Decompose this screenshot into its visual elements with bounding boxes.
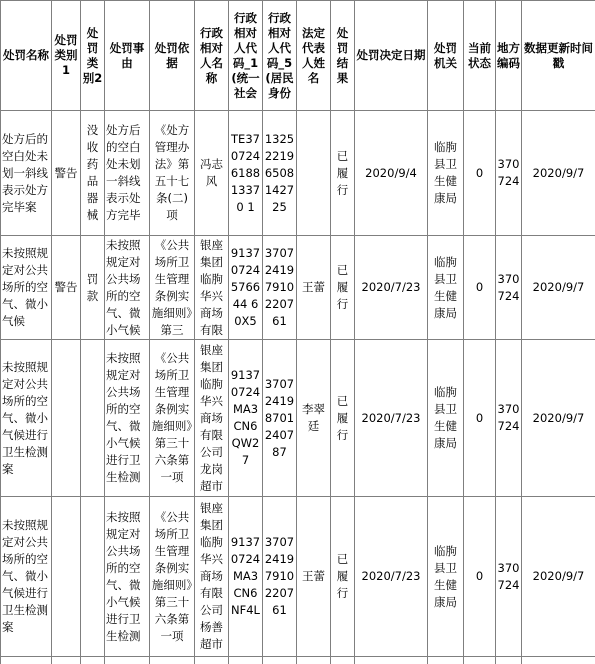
table-cell[interactable]: 未按照规定对公共场所的空气、微小气候进行卫生检测 bbox=[105, 497, 150, 657]
table-cell[interactable] bbox=[52, 497, 81, 657]
table-cell[interactable] bbox=[52, 657, 81, 664]
header-cell[interactable]: 地方编码 bbox=[496, 1, 522, 111]
table-cell[interactable]: 处方后的空白处未划一斜线表示处方完毕案 bbox=[1, 111, 52, 236]
table-row bbox=[1, 236, 595, 340]
table-cell[interactable]: 已履行 bbox=[331, 236, 355, 340]
table-cell[interactable]: 2020/9/4 bbox=[355, 111, 428, 236]
table-cell[interactable]: 91370724MA3CN6NF4L bbox=[229, 497, 263, 657]
table-cell[interactable]: 91370724576644 60X5 bbox=[229, 236, 263, 340]
table-cell[interactable]: 冯志风 bbox=[195, 111, 229, 236]
header-cell[interactable]: 行政相对人代码_5(居民身份 bbox=[263, 1, 297, 111]
table-cell[interactable]: 未按照规定对公共场所的空气、微小气候进行卫生检测 bbox=[105, 340, 150, 497]
table-cell[interactable] bbox=[464, 657, 496, 664]
table-cell[interactable]: 370724 bbox=[496, 340, 522, 497]
table-cell[interactable]: 0 bbox=[464, 236, 496, 340]
table-cell[interactable] bbox=[150, 657, 195, 664]
table-cell[interactable]: 警告 bbox=[52, 236, 81, 340]
table-cell[interactable] bbox=[195, 657, 229, 664]
header-cell[interactable]: 处罚结果 bbox=[331, 1, 355, 111]
table-cell[interactable]: TE370724618813370 1 bbox=[229, 111, 263, 236]
table-cell[interactable]: 银座集团临朐华兴商场有限公司龙岗超市 bbox=[195, 340, 229, 497]
table-cell[interactable] bbox=[355, 657, 428, 664]
table-row bbox=[1, 340, 595, 497]
header-cell[interactable]: 处罚决定日期 bbox=[355, 1, 428, 111]
table-cell[interactable]: 已履行 bbox=[331, 497, 355, 657]
table-cell[interactable]: 临朐县卫生健康局 bbox=[428, 111, 464, 236]
header-row bbox=[1, 1, 595, 111]
header-cell[interactable]: 当前状态 bbox=[464, 1, 496, 111]
table-cell[interactable]: 《处方管理办法》第五十七条(二)项 bbox=[150, 111, 195, 236]
table-cell[interactable] bbox=[297, 657, 331, 664]
header-cell[interactable]: 法定代表人姓名 bbox=[297, 1, 331, 111]
table-cell[interactable] bbox=[229, 657, 263, 664]
table-cell[interactable]: 未按照规定对公共场所的空气、微小气候 bbox=[105, 236, 150, 340]
table-cell[interactable] bbox=[81, 657, 105, 664]
table-cell[interactable] bbox=[297, 111, 331, 236]
table-cell[interactable]: 临朐县卫生健康局 bbox=[428, 497, 464, 657]
table-cell[interactable]: 《公共场所卫生管理条例实施细则》第三 bbox=[150, 236, 195, 340]
table-cell[interactable] bbox=[263, 657, 297, 664]
table-cell[interactable]: 王蕾 bbox=[297, 497, 331, 657]
table-cell[interactable]: 2020/7/23 bbox=[355, 340, 428, 497]
table-cell[interactable]: 370724 bbox=[496, 236, 522, 340]
table-cell[interactable]: 370724 bbox=[496, 497, 522, 657]
table-cell[interactable]: 没收药品器械 bbox=[81, 111, 105, 236]
header-cell[interactable]: 数据更新时间戳 bbox=[522, 1, 595, 111]
header-cell[interactable]: 处罚事由 bbox=[105, 1, 150, 111]
table-cell[interactable]: 未按照规定对公共场所的空气、微小气候进行卫生检测案 bbox=[1, 340, 52, 497]
header-cell[interactable]: 行政相对人名称 bbox=[195, 1, 229, 111]
table-cell[interactable]: 2020/9/7 bbox=[522, 497, 595, 657]
table-cell[interactable]: 132522196508142725 bbox=[263, 111, 297, 236]
header-cell[interactable]: 处罚名称 bbox=[1, 1, 52, 111]
table-cell[interactable] bbox=[52, 340, 81, 497]
table-cell[interactable] bbox=[105, 657, 150, 664]
table-cell[interactable]: 已履行 bbox=[331, 340, 355, 497]
table-cell[interactable]: 370724198701240787 bbox=[263, 340, 297, 497]
table-row-partial bbox=[1, 657, 595, 664]
table-cell[interactable]: 未按照规定对公共场所的空气、微小气候 bbox=[1, 236, 52, 340]
table-cell[interactable] bbox=[81, 497, 105, 657]
table-cell[interactable]: 银座集团临朐华兴商场有限公司杨善超市 bbox=[195, 497, 229, 657]
header-cell[interactable]: 处罚依据 bbox=[150, 1, 195, 111]
table-cell[interactable]: 银座集团临朐华兴商场有限 bbox=[195, 236, 229, 340]
header-cell[interactable]: 行政相对人代码_1(统一社会 bbox=[229, 1, 263, 111]
table-cell[interactable]: 370724197910220761 bbox=[263, 497, 297, 657]
table-cell[interactable] bbox=[1, 657, 52, 664]
table-cell[interactable]: 王蕾 bbox=[297, 236, 331, 340]
table-cell[interactable]: 临朐县卫生健康局 bbox=[428, 340, 464, 497]
table-cell[interactable]: 2020/9/7 bbox=[522, 236, 595, 340]
table-cell[interactable]: 警告 bbox=[52, 111, 81, 236]
table-row bbox=[1, 497, 595, 657]
table-cell[interactable]: 《公共场所卫生管理条例实施细则》第三十六条第一项 bbox=[150, 340, 195, 497]
table-cell[interactable]: 临朐县卫生健康局 bbox=[428, 236, 464, 340]
table-cell[interactable]: 2020/7/23 bbox=[355, 236, 428, 340]
table-cell[interactable]: 0 bbox=[464, 497, 496, 657]
table-cell[interactable]: 已履行 bbox=[331, 111, 355, 236]
table-cell[interactable]: 李翠廷 bbox=[297, 340, 331, 497]
table-cell[interactable]: 2020/7/23 bbox=[355, 497, 428, 657]
table-cell[interactable] bbox=[522, 657, 595, 664]
table-cell[interactable] bbox=[331, 657, 355, 664]
table-cell[interactable]: 未按照规定对公共场所的空气、微小气候进行卫生检测案 bbox=[1, 497, 52, 657]
header-cell[interactable]: 处罚机关 bbox=[428, 1, 464, 111]
table-cell[interactable]: 370724197910220761 bbox=[263, 236, 297, 340]
table-cell[interactable]: 91370724MA3CN6QW27 bbox=[229, 340, 263, 497]
table-cell[interactable]: 2020/9/7 bbox=[522, 340, 595, 497]
table-cell[interactable] bbox=[81, 340, 105, 497]
header-cell[interactable]: 处罚类别2 bbox=[81, 1, 105, 111]
table-cell[interactable]: 罚款 bbox=[81, 236, 105, 340]
table-cell[interactable] bbox=[496, 657, 522, 664]
table-cell[interactable]: 0 bbox=[464, 111, 496, 236]
table-row bbox=[1, 111, 595, 236]
table-cell[interactable]: 《公共场所卫生管理条例实施细则》第三十六条第一项 bbox=[150, 497, 195, 657]
table-cell[interactable] bbox=[428, 657, 464, 664]
table-cell[interactable]: 2020/9/7 bbox=[522, 111, 595, 236]
table-cell[interactable]: 370724 bbox=[496, 111, 522, 236]
table-cell[interactable]: 处方后的空白处未划一斜线表示处方完毕 bbox=[105, 111, 150, 236]
table-cell[interactable]: 0 bbox=[464, 340, 496, 497]
header-cell[interactable]: 处罚类别1 bbox=[52, 1, 81, 111]
